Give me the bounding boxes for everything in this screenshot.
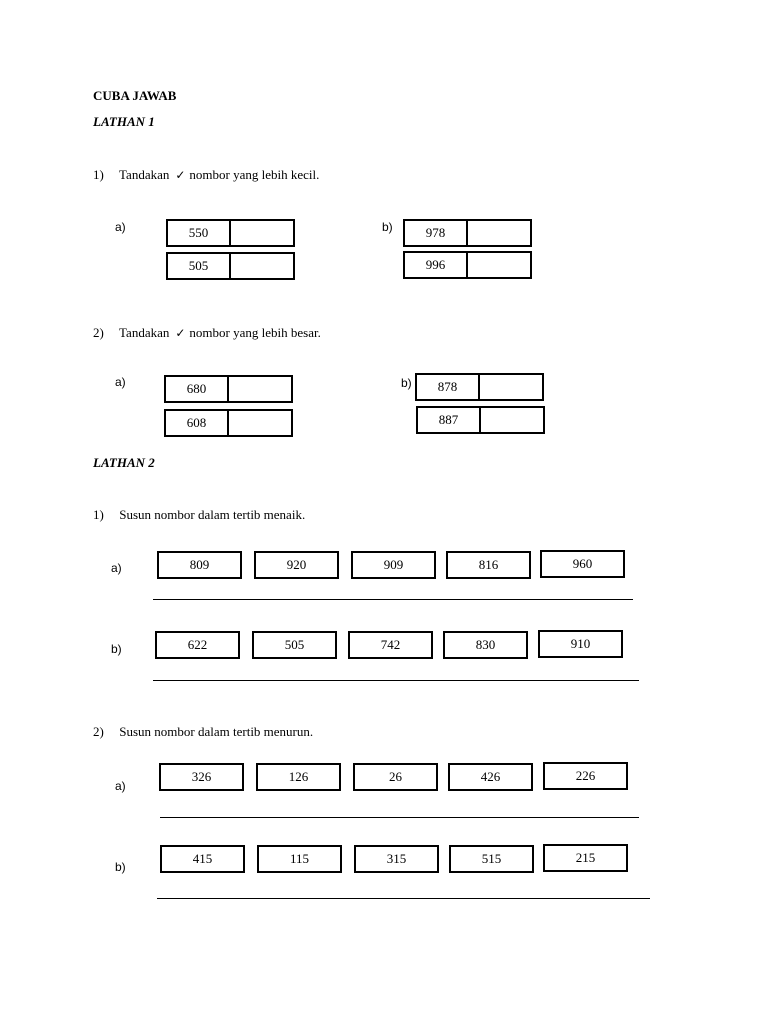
number-value: 550	[168, 221, 231, 245]
number-value: 505	[168, 254, 231, 278]
number-value: 887	[418, 408, 481, 432]
tick-answer-cell[interactable]	[481, 408, 543, 432]
number-value: 680	[166, 377, 229, 401]
compare-box[interactable]	[415, 373, 544, 401]
number-box: 622	[155, 631, 240, 659]
number-box: 830	[443, 631, 528, 659]
number-box: 910	[538, 630, 623, 658]
question-text-before: Tandakan	[119, 167, 170, 182]
number-box: 909	[351, 551, 436, 579]
item-label-a: a)	[111, 561, 122, 575]
compare-box[interactable]	[164, 375, 293, 403]
question-l2-1	[93, 507, 305, 523]
question-l1-1	[93, 167, 319, 183]
item-label-b: b)	[115, 860, 126, 874]
latihan-2-title: LATHAN 2	[93, 455, 155, 470]
item-label-a: a)	[115, 779, 126, 793]
checkmark-icon: ✓	[175, 326, 186, 340]
compare-box[interactable]	[166, 252, 295, 280]
item-label-b: b)	[382, 220, 393, 234]
answer-line[interactable]	[153, 680, 639, 681]
tick-answer-cell[interactable]	[229, 411, 291, 435]
compare-box[interactable]	[403, 251, 532, 279]
item-label-b: b)	[401, 376, 412, 390]
number-box: 920	[254, 551, 339, 579]
question-text-after: nombor yang lebih kecil.	[189, 167, 320, 182]
number-box: 415	[160, 845, 245, 873]
number-value: 608	[166, 411, 229, 435]
checkmark-icon: ✓	[175, 168, 186, 182]
tick-answer-cell[interactable]	[468, 221, 530, 245]
tick-answer-cell[interactable]	[480, 375, 542, 399]
number-value: 978	[405, 221, 468, 245]
number-box: 515	[449, 845, 534, 873]
tick-answer-cell[interactable]	[229, 377, 291, 401]
number-value: 996	[405, 253, 468, 277]
latihan-1-title: LATHAN 1	[93, 114, 155, 129]
number-box: 816	[446, 551, 531, 579]
number-box: 26	[353, 763, 438, 791]
question-text: Susun nombor dalam tertib menaik.	[119, 507, 306, 522]
number-box: 426	[448, 763, 533, 791]
question-text-after: nombor yang lebih besar.	[189, 325, 321, 340]
tick-answer-cell[interactable]	[468, 253, 530, 277]
compare-box[interactable]	[403, 219, 532, 247]
number-box: 505	[252, 631, 337, 659]
question-number: 1)	[93, 507, 104, 522]
number-box: 326	[159, 763, 244, 791]
number-box: 809	[157, 551, 242, 579]
question-l2-2	[93, 724, 313, 740]
question-text: Susun nombor dalam tertib menurun.	[119, 724, 314, 739]
number-box: 115	[257, 845, 342, 873]
question-text-before: Tandakan	[119, 325, 170, 340]
question-number: 2)	[93, 724, 104, 739]
tick-answer-cell[interactable]	[231, 221, 293, 245]
compare-box[interactable]	[416, 406, 545, 434]
question-number: 1)	[93, 167, 104, 182]
number-box: 315	[354, 845, 439, 873]
number-box: 960	[540, 550, 625, 578]
answer-line[interactable]	[153, 599, 633, 600]
compare-box[interactable]	[164, 409, 293, 437]
question-l1-2	[93, 325, 321, 341]
number-box: 126	[256, 763, 341, 791]
answer-line[interactable]	[160, 817, 639, 818]
number-box: 226	[543, 762, 628, 790]
page-heading: CUBA JAWAB	[93, 88, 177, 103]
item-label-a: a)	[115, 220, 126, 234]
compare-box[interactable]	[166, 219, 295, 247]
number-value: 878	[417, 375, 480, 399]
number-box: 215	[543, 844, 628, 872]
tick-answer-cell[interactable]	[231, 254, 293, 278]
item-label-b: b)	[111, 642, 122, 656]
number-box: 742	[348, 631, 433, 659]
item-label-a: a)	[115, 375, 126, 389]
question-number: 2)	[93, 325, 104, 340]
answer-line[interactable]	[157, 898, 650, 899]
